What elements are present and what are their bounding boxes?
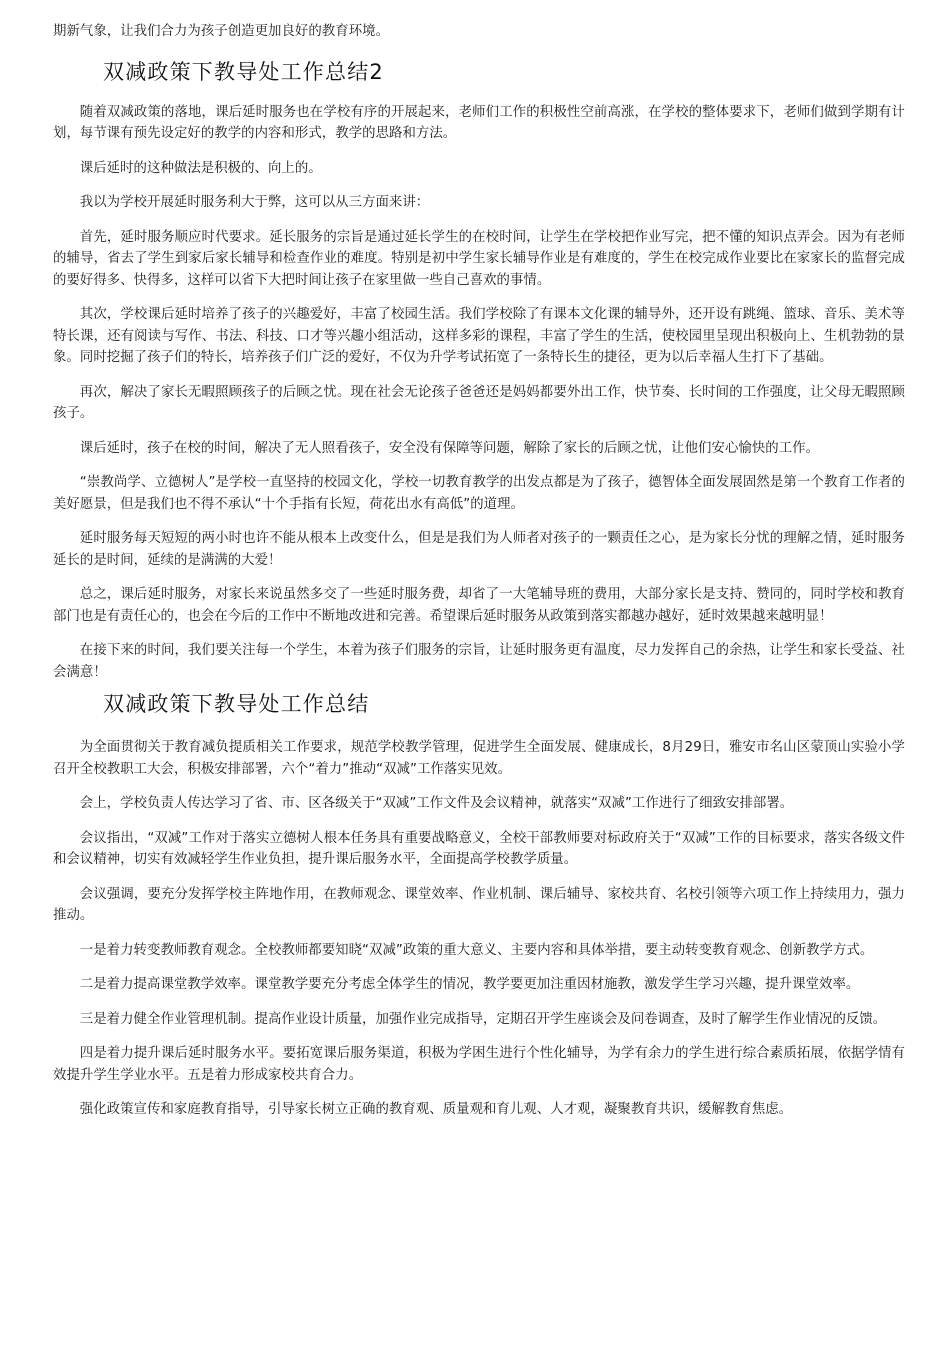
paragraph: 课后延时，孩子在校的时间，解决了无人照看孩子，安全没有保障等问题，解除了家长的后顾之忧，让他们安心愉快的工作。	[79, 440, 820, 456]
paragraph: 会议指出，“双减”工作对于落实立德树人根本任务具有重要战略意义，全校干部教师要对标政府关于“双减”工作的目标要求，落实各级文件和会议精神，切实有效减轻学生作业负担，提升课后服务水平，全面提高学校教学质量。	[53, 830, 905, 867]
paragraph: 其次，学校课后延时培养了孩子的兴趣爱好，丰富了校园生活。我们学校除了有课本文化课的辅导外，还开设有跳绳、篮球、音乐、美术等特长课，还有阅读与写作、书法、科技、口才等兴趣小组活动，这样多彩的课程，丰富了学生的生活，使校园里呈现出积极向上、生机勃勃的景象。同时挖掘了孩子们的特长，培养孩子们广泛的爱好，不仅为升学考试拓宽了一条特长生的捷径，更为以后幸福人生打下了基础。	[53, 307, 905, 365]
section2-body	[53, 737, 905, 1121]
paragraph: 二是着力提高课堂教学效率。课堂教学要充分考虑全体学生的情况，教学要更加注重因材施教，激发学生学习兴趣，提升课堂效率。	[79, 977, 860, 992]
section1-title: 双减政策下教导处工作总结2	[103, 59, 384, 84]
paragraph: 总之，课后延时服务，对家长来说虽然多交了一些延时服务费，却省了一大笔辅导班的费用，大部分家长是支持、赞同的，同时学校和教育部门也是有责任心的，也会在今后的工作中不断地改进和完善。希望课后延时服务从政策到落实都越办越好，延时效果越来越明显！	[53, 587, 905, 624]
paragraph: 延时服务每天短短的两小时也许不能从根本上改变什么，但是是我们为人师者对孩子的一颗责任之心，是为家长分忧的理解之情，延时服务延长的是时间，延续的是满满的大爱！	[53, 531, 905, 568]
paragraph: 我以为学校开展延时服务利大于弊，这可以从三方面来讲：	[79, 195, 430, 210]
paragraph: 会上，学校负责人传达学习了省、市、区各级关于“双减”工作文件及会议精神，就落实“双减”工作进行了细致安排部署。	[79, 796, 794, 811]
section2-title: 双减政策下教导处工作总结	[103, 692, 370, 716]
paragraph: 四是着力提升课后延时服务水平。要拓宽课后服务渠道，积极为学困生进行个性化辅导，为学有余力的学生进行综合素质拓展，依据学情有效提升学生学业水平。五是着力形成家校共育合力。	[53, 1046, 905, 1083]
paragraph: 一是着力转变教师教育观念。全校教师都要知晓“双减”政策的重大意义、主要内容和具体举措，要主动转变教育观念、创新教学方式。	[79, 942, 874, 958]
paragraph: 强化政策宣传和家庭教育指导，引导家长树立正确的教育观、质量观和育儿观、人才观，凝聚教育共识，缓解教育焦虑。	[79, 1102, 793, 1117]
section1-body	[53, 102, 905, 684]
paragraph: 随着双减政策的落地，课后延时服务也在学校有序的开展起来，老师们工作的积极性空前高涨，在学校的整体要求下，老师们做到学期有计划，每节课有预先设定好的教学的内容和形式，教学的思路和方法。	[53, 104, 905, 141]
paragraph: 会议强调，要充分发挥学校主阵地作用，在教师观念、课堂效率、作业机制、课后辅导、家校共育、名校引领等六项工作上持续用力，强力推动。	[53, 886, 905, 923]
paragraph: 为全面贯彻关于教育减负提质相关工作要求，规范学校教学管理，促进学生全面发展、健康成长，8月29日，雅安市名山区蒙顶山实验小学召开全校教职工大会，积极安排部署，六个“着力”推动“双减”工作落实见效。	[53, 740, 905, 777]
paragraph: “崇教尚学、立德树人”是学校一直坚持的校园文化，学校一切教育教学的出发点都是为了孩子，德智体全面发展固然是第一个教育工作者的美好愿景，但是我们也不得不承认“十个手指有长短，荷花出水有高低”的道理。	[53, 475, 905, 512]
paragraph: 课后延时的这种做法是积极的、向上的。	[79, 160, 322, 176]
paragraph: 再次，解决了家长无暇照顾孩子的后顾之忧。现在社会无论孩子爸爸还是妈妈都要外出工作，快节奏、长时间的工作强度，让父母无暇照顾孩子。	[53, 384, 905, 421]
intro-tail-paragraph: 期新气象，让我们合力为孩子创造更加良好的教育环境。	[53, 24, 390, 39]
paragraph: 在接下来的时间，我们要关注每一个学生，本着为孩子们服务的宗旨，让延时服务更有温度，尽力发挥自己的余热，让学生和家长受益、社会满意！	[53, 643, 905, 680]
document-page	[53, 0, 905, 1121]
paragraph: 首先，延时服务顺应时代要求。延长服务的宗旨是通过延长学生的在校时间，让学生在学校把作业写完，把不懂的知识点弄会。因为有老师的辅导，省去了学生到家后家长辅导和检查作业的难度。特别是初中学生家长辅导作业是有难度的，学生在校完成作业要比在家家长的监督完成的要好得多、快得多，这样可以省下大把时间让孩子在家里做一些自己喜欢的事情。	[53, 229, 905, 288]
paragraph: 三是着力健全作业管理机制。提高作业设计质量，加强作业完成指导，定期召开学生座谈会及问卷调查，及时了解学生作业情况的反馈。	[79, 1011, 887, 1027]
